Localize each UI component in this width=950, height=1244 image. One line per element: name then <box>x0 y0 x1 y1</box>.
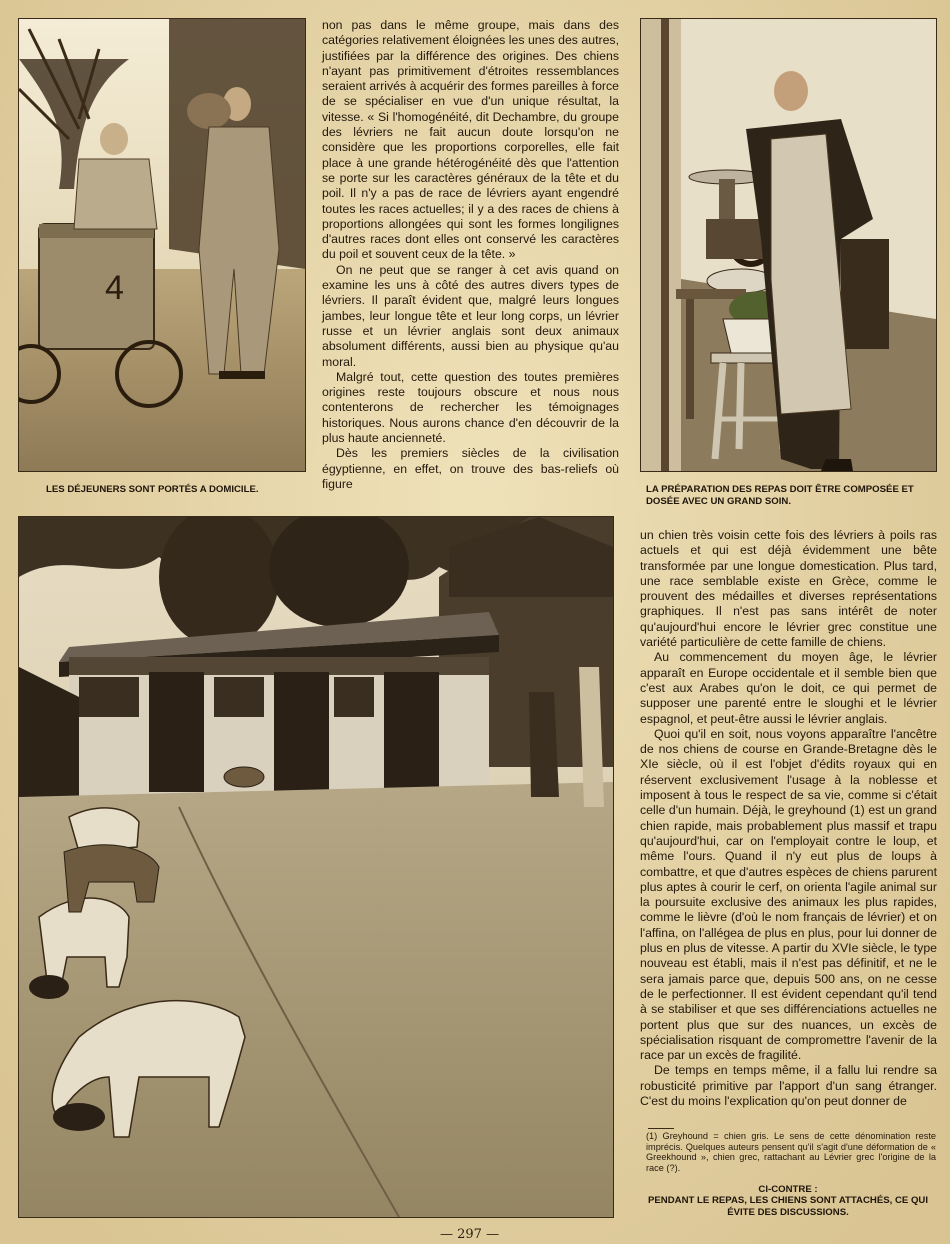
paragraph: Malgré tout, cette question des toutes premières origines reste toujours obscure et nous nous contenterons de rechercher les témoignages historiques. Nous aurons chance d'en découvrir de la plus haute ancienneté. <box>322 369 619 446</box>
paragraph: Dès les premiers siècles de la civilisation égyptienne, en effet, on trouve des bas-reliefs où figure <box>322 446 619 491</box>
paragraph: non pas dans le même groupe, mais dans des catégories relativement éloignées les unes des autres, justifiées par la différence des origines. Des chiens n'ayant pas primitivement d'étroites ressemblances seraient arrivés à acquérir des formes pareilles à force de se spécialiser en vue d'un unique résultat, la vitesse. « Si l'homogénéité, dit Dechambre, du groupe des lévriers ne fait aucun doute lorsqu'on ne considère que les proportions corporelles, elle fait place à une grande hétérogénéité dès que l'attention se porte sur les caractères généraux de la tête et du poil. Il n'y a pas de race de lévriers ayant engendré toutes les races actuelles; il y a des races de chiens à proportions allongées qui sont les formes longilignes d'autres races dont elles ont conservé les caractères du poil et souvent ceux de la tête. » <box>322 18 619 262</box>
footnote-rule <box>648 1128 674 1129</box>
paragraph: De temps en temps même, il a fallu lui rendre sa robusticité primitive par l'apport d'un sang étranger. C'est du moins l'explication qu'on peut donner de <box>640 1063 937 1108</box>
photo-kennel-yard-dogs-eating <box>18 516 614 1218</box>
svg-text:4: 4 <box>105 269 124 307</box>
photo-man-preparing-meals <box>640 18 937 472</box>
footnote: (1) Greyhound = chien gris. Le sens de cette dénomination reste imprécis. Quelques auteurs pensent qu'il s'agit d'une déformation de « Greekhound », chien grec, rattachant au Lévrier grec l'origine de la race (?). <box>646 1131 936 1173</box>
paragraph: un chien très voisin cette fois des lévriers à poils ras actuels et qui est déjà évidemment une bête transformée par une longue domestication. Plus tard, une race semblable existe en Grèce, comme le prouvent des médailles et diverses représentations graphiques. Il n'est pas sans intérêt de noter qu'aujourd'hui encore le lévrier grec constitue une variété particulière de cette famille de chiens. <box>640 528 937 650</box>
page-number: — 297 — <box>440 1227 500 1242</box>
caption-top-right: LA PRÉPARATION DES REPAS DOIT ÊTRE COMPOSÉE ET DOSÉE AVEC UN GRAND SOIN. <box>646 484 914 507</box>
photo-men-carrying-meals <box>18 18 306 472</box>
paragraph: On ne peut que se ranger à cet avis quand on examine les uns à côté des autres divers types de lévriers. Il paraît évident que, malgré leurs longues jambes, leur longue tête et leur long corps, un lévrier russe et un lévrier anglais sont deux animaux absolument différents, aussi bien au physique qu'au moral. <box>322 262 619 369</box>
paragraph: Au commencement du moyen âge, le lévrier apparaît en Europe occidentale et il semble bien que c'est aux Arabes qu'on le doit, ce qui permet de supposer une parenté entre le sloughi et le lévrier espagnol, et peut-être aussi le lévrier anglais. <box>640 650 937 726</box>
article-column-right <box>640 528 937 1109</box>
caption-bottom-body: PENDANT LE REPAS, LES CHIENS SONT ATTACHÉS, CE QUI ÉVITE DES DISCUSSIONS. <box>647 1195 929 1218</box>
caption-bottom-heading: CI-CONTRE : <box>758 1184 818 1195</box>
caption-top-left: LES DÉJEUNERS SONT PORTÉS A DOMICILE. <box>46 484 259 495</box>
article-column-top <box>322 18 619 492</box>
paragraph: Quoi qu'il en soit, nous voyons apparaître l'ancêtre de nos chiens de course en Grande-Bretagne dès le XIe siècle, où il est l'objet d'édits royaux qui en réservent exclusivement l'usage à la noblesse et imposent à tous le respect de sa vie, comme si c'était celle d'un humain. Déjà, le greyhound (1) est un grand chien rapide, mais probablement plus massif et trapu qu'aujourd'hui, car on l'employait contre le loup, et même l'ours. Quand il n'y eut plus de loups à combattre, et que d'autres espèces de chiens parurent plus aptes à courir le cerf, on orienta l'agile animal sur la poursuite exclusive des animaux les plus rapides, comme le lièvre (d'où le nom français de lévrier) et on l'affina, on l'allégea de plus en plus, pour lui donner de plus en plus de vitesse. A partir du XVIe siècle, le type nouveau est établi, mais il n'est pas définitif, et ne le sera jamais parce que, depuis 500 ans, on ne cesse de le perfectionner. Il est évident cependant qu'il tend à se stabiliser et que ses différenciations actuelles ne portent plus que sur des nuances, un excès de spécialisation risquant de compromettre l'avenir de la race par un excès de fragilité. <box>640 726 937 1063</box>
